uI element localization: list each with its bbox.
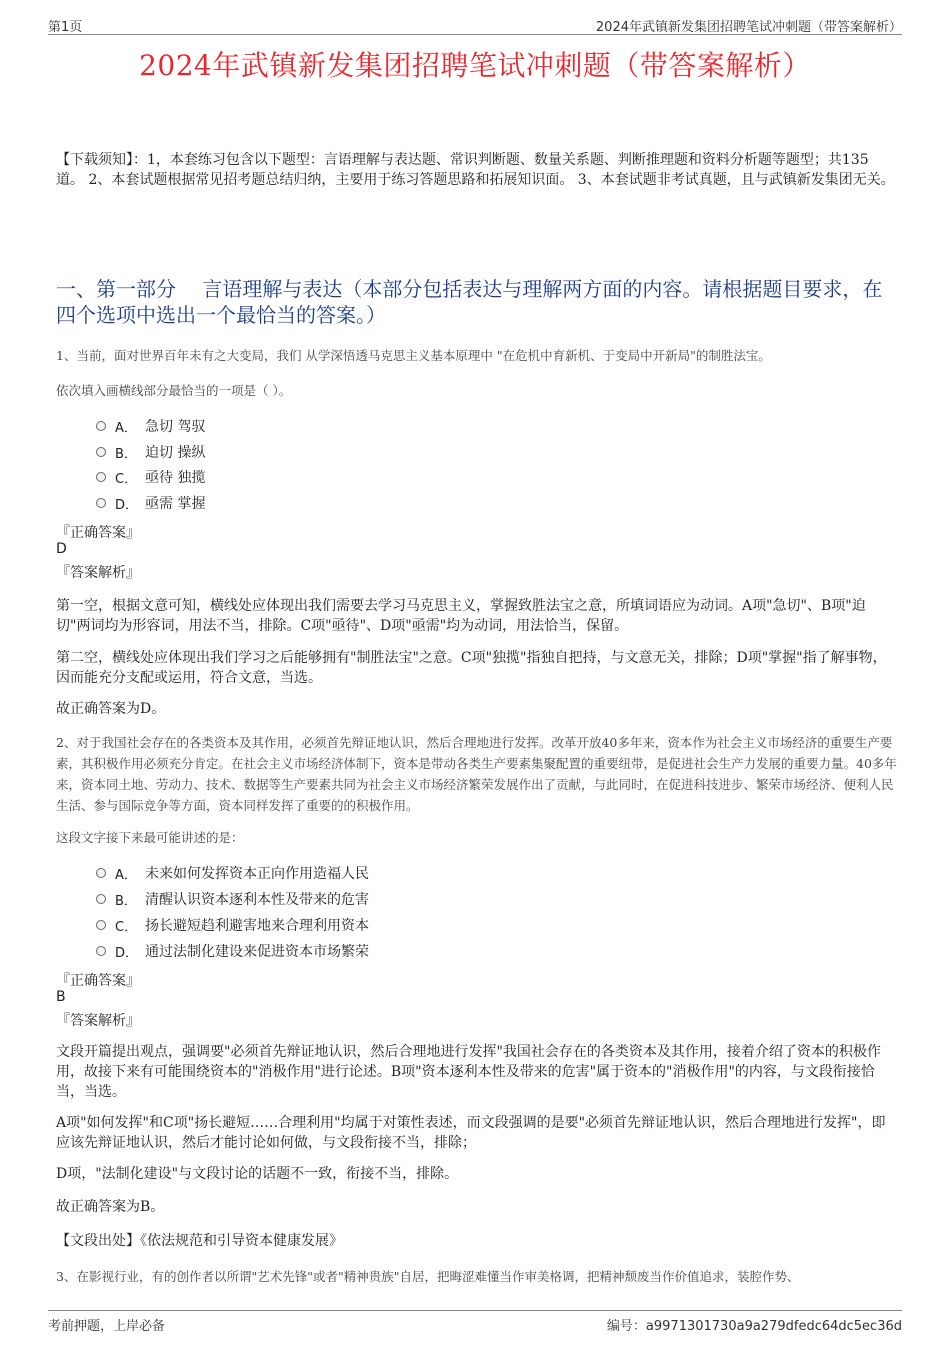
question-2-stem: 2、对于我国社会存在的各类资本及其作用，必须首先辩证地认识，然后合理地进行发挥。改革开放40多年来，资本作为社会主义市场经济的重要生产要素，其积极作用必须充分肯定。在社会主义市场经济体制下，资本是带动各类生产要素集聚配置的重要纽带，是促进社会生产力发展的重要力量。40多年来，资本同土地、劳动力、技术、数据等生产要素共同为社会主义市场经济繁荣发展作出了贡献，与此同时，在促进科技进步、繁荣市场经济、便利人民生活、参与国际竞争等方面，资本同样发挥了重要的的积极作用。 bbox=[56, 735, 897, 813]
option-text: 迫切 操纵 bbox=[145, 445, 206, 461]
option-text: 亟需 掌握 bbox=[145, 496, 206, 512]
q2-option-a[interactable] bbox=[96, 863, 369, 883]
radio-icon[interactable] bbox=[96, 498, 106, 508]
q2-answer: B bbox=[56, 989, 66, 1005]
q2-source: 【文段出处】《依法规范和引导资本健康发展》 bbox=[56, 1233, 343, 1249]
radio-icon[interactable] bbox=[96, 447, 106, 457]
option-key: D． bbox=[115, 497, 139, 513]
radio-icon[interactable] bbox=[96, 920, 106, 930]
radio-icon[interactable] bbox=[96, 421, 106, 431]
q2-analysis-para-3: D项，"法制化建设"与文段讨论的话题不一致，衔接不当，排除。 bbox=[56, 1166, 459, 1182]
q1-analysis-conclusion: 故正确答案为D。 bbox=[56, 701, 166, 717]
option-text: 未来如何发挥资本正向作用造福人民 bbox=[145, 866, 369, 882]
option-key: C． bbox=[115, 919, 138, 935]
page-title: 2024年武镇新发集团招聘笔试冲刺题（带答案解析） bbox=[139, 49, 811, 82]
q1-option-b[interactable] bbox=[96, 442, 205, 462]
option-text: 扬长避短趋利避害地来合理利用资本 bbox=[145, 918, 369, 934]
radio-icon[interactable] bbox=[96, 868, 106, 878]
q1-answer: D bbox=[56, 541, 67, 557]
option-key: B． bbox=[115, 446, 137, 462]
question-3-stem: 3、在影视行业，有的创作者以所谓"艺术先锋"或者"精神贵族"自居，把晦涩难懂当作审美格调，把精神颓废当作价值追求，装腔作势、 bbox=[56, 1269, 800, 1284]
page-header bbox=[48, 14, 902, 35]
radio-icon[interactable] bbox=[96, 472, 106, 482]
q1-analysis-label: 『答案解析』 bbox=[56, 565, 140, 581]
option-text: 清醒认识资本逐利本性及带来的危害 bbox=[145, 892, 369, 908]
q2-answer-label: 『正确答案』 bbox=[56, 973, 140, 989]
page-number: 第1页 bbox=[48, 20, 83, 35]
q2-analysis-label: 『答案解析』 bbox=[56, 1013, 140, 1029]
section-heading: 一、第一部分 言语理解与表达（本部分包括表达与理解两方面的内容。请根据题目要求，在四个选项中选出一个最恰当的答案。） bbox=[56, 277, 883, 327]
q2-option-c[interactable] bbox=[96, 915, 369, 935]
download-notice: 【下载须知】：1，本套练习包含以下题型：言语理解与表达题、常识判断题、数量关系题、判断推理题和资料分析题等题型；共135道。 2、本套试题根据常见招考题总结归纳，主要用于练习答题思路和拓展知识面。 3、本套试题非考试真题，且与武镇新发集团无关。 bbox=[56, 152, 895, 188]
page-footer bbox=[48, 1310, 902, 1335]
q1-option-c[interactable] bbox=[96, 467, 205, 487]
q2-analysis-conclusion: 故正确答案为B。 bbox=[56, 1199, 165, 1215]
option-key: A． bbox=[115, 867, 137, 883]
header-doc-title: 2024年武镇新发集团招聘笔试冲刺题（带答案解析） bbox=[595, 20, 902, 35]
radio-icon[interactable] bbox=[96, 894, 106, 904]
q1-option-a[interactable] bbox=[96, 416, 205, 436]
footer-slogan: 考前押题，上岸必备 bbox=[48, 1319, 166, 1334]
radio-icon[interactable] bbox=[96, 946, 106, 956]
option-key: A． bbox=[115, 420, 137, 436]
q2-option-d[interactable] bbox=[96, 941, 369, 961]
q2-option-b[interactable] bbox=[96, 889, 369, 909]
option-key: C． bbox=[115, 471, 138, 487]
q1-answer-label: 『正确答案』 bbox=[56, 525, 140, 541]
question-2-prompt: 这段文字接下来最可能讲述的是： bbox=[56, 830, 244, 845]
option-key: D． bbox=[115, 945, 139, 961]
option-text: 通过法制化建设来促进资本市场繁荣 bbox=[145, 944, 369, 960]
option-text: 急切 驾驭 bbox=[145, 419, 206, 435]
option-key: B． bbox=[115, 893, 137, 909]
q2-analysis-para-2: A项"如何发挥"和C项"扬长避短……合理利用"均属于对策性表述，而文段强调的是要"必须首先辩证地认识，然后合理地进行发挥"，即应该先辩证地认识，然后才能讨论如何做，与文段衔接不当，排除； bbox=[56, 1115, 886, 1151]
question-1-stem: 1、当前，面对世界百年未有之大变局，我们 从学深悟透马克思主义基本原理中 "在危机中育新机、于变局中开新局"的制胜法宝。 bbox=[56, 348, 771, 363]
q1-analysis-para-1: 第一空，根据文意可知，横线处应体现出我们需要去学习马克思主义，掌握致胜法宝之意，所填词语应为动词。A项"急切"、B项"迫切"两词均为形容词，用法不当，排除。C项"亟待"、D项"亟需"均为动词，用法恰当，保留。 bbox=[56, 598, 866, 634]
q1-option-d[interactable] bbox=[96, 493, 205, 513]
q2-analysis-para-1: 文段开篇提出观点，强调要"必须首先辩证地认识，然后合理地进行发挥"我国社会存在的各类资本及其作用，接着介绍了资本的积极作用，故接下来有可能围绕资本的"消极作用"进行论述。B项"资本逐利本性及带来的危害"属于资本的"消极作用"的内容，与文段衔接恰当，当选。 bbox=[56, 1044, 881, 1100]
q1-analysis-para-2: 第二空，横线处应体现出我们学习之后能够拥有"制胜法宝"之意。C项"独揽"指独自把持，与文意无关，排除；D项"掌握"指了解事物，因而能充分支配或运用，符合文意，当选。 bbox=[56, 650, 887, 686]
footer-serial: 编号：a9971301730a9a279dfedc64dc5ec36d bbox=[606, 1319, 902, 1334]
option-text: 亟待 独揽 bbox=[145, 470, 206, 486]
question-1-prompt: 依次填入画横线部分最恰当的一项是（ ）。 bbox=[56, 383, 292, 398]
